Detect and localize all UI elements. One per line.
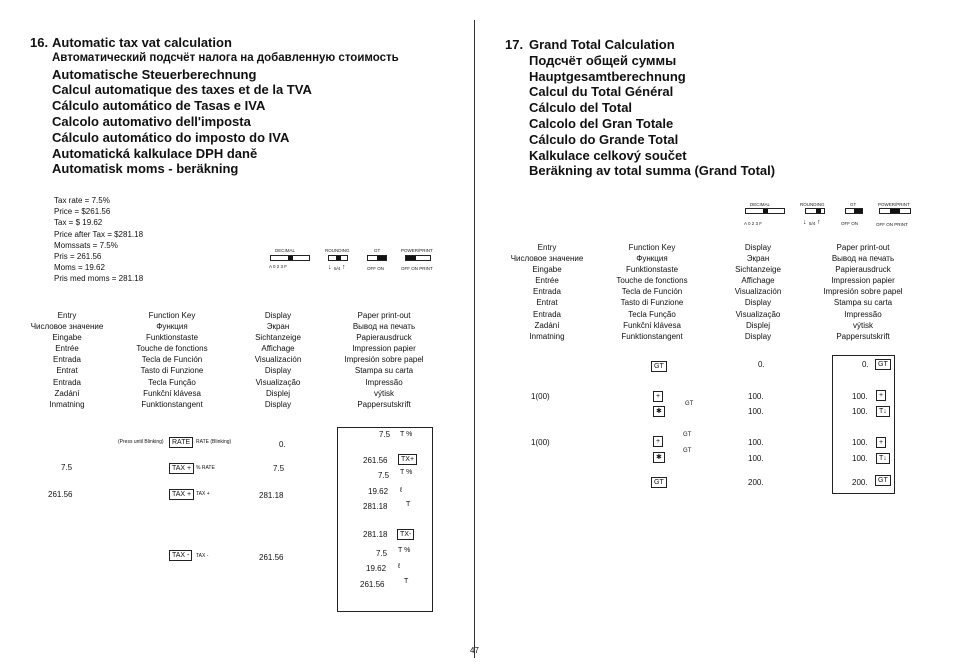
header-line: Числовое значение: [30, 322, 104, 332]
tax-minus-key[interactable]: TAX -: [169, 550, 192, 561]
display-value: 100.: [748, 438, 764, 447]
tape-value: 7.5: [376, 549, 388, 558]
header-line: Tecla de Función: [141, 355, 203, 365]
display-value: 200.: [748, 478, 764, 487]
header-line: Экран: [746, 254, 770, 264]
example-line: Pris = 261.56: [54, 252, 102, 262]
gt-switch-label: GT: [850, 202, 857, 207]
rounding-switch-label: ROUNDING: [800, 202, 825, 207]
tape-symbol-box: +: [876, 390, 886, 401]
header-line: Функция: [156, 322, 188, 332]
entry-value: 261.56: [48, 490, 73, 499]
tape-value: 100.: [852, 392, 868, 401]
tape-value: 19.62: [368, 487, 389, 496]
tape-value: 261.56: [363, 456, 388, 465]
paper-tape-right: [832, 355, 895, 494]
key-note: TAX +: [196, 491, 210, 497]
header-line: Inmatning: [529, 331, 565, 341]
header-line: Funkční klávesa: [143, 388, 201, 398]
example-line: Price after Tax = $281.18: [54, 229, 144, 239]
header-line: Stampa su carta: [833, 298, 893, 308]
example-line: Tax = $ 19.62: [54, 218, 103, 228]
header-line: Pappersutskrift: [357, 399, 411, 409]
paper-header: [813, 242, 913, 342]
key-note: RATE (Blinking): [196, 439, 232, 445]
display-value: 100.: [748, 454, 764, 463]
header-line: Eingabe: [532, 265, 562, 275]
press-note: (Press until Blinking): [118, 439, 164, 445]
key-note: TAX -: [196, 553, 209, 559]
tape-value: 261.56: [360, 580, 385, 589]
tape-value: 100.: [852, 407, 868, 416]
header-line: Papierausdruck: [835, 265, 891, 275]
header-line: Funktionstaste: [625, 265, 679, 275]
display-header: [718, 242, 798, 342]
section-17-title-1: Подсчёт общей суммы: [529, 52, 677, 68]
tape-symbol-box: T↓: [876, 453, 890, 464]
header-line: Display: [744, 298, 772, 308]
tape-symbol: ℓ: [400, 487, 403, 494]
header-line: Stampa su carta: [354, 366, 414, 376]
entry-value: 1(00): [531, 392, 550, 401]
tape-value: 200.: [852, 478, 868, 487]
header-line: Entry: [537, 243, 557, 252]
header-line: Entry: [57, 311, 77, 320]
header-line: Displej: [265, 388, 290, 398]
gt-indicator: GT: [683, 448, 692, 454]
example-line: Price = $261.56: [54, 207, 111, 217]
decimal-switch-ticks: A 0 2 3 F: [269, 264, 288, 269]
gt-switch: [367, 255, 387, 261]
total-key[interactable]: ✱: [653, 406, 665, 417]
tape-value: 19.62: [366, 564, 387, 573]
header-line: Sichtanzeige: [255, 333, 301, 343]
power-switch: [405, 255, 431, 261]
key-note: % RATE: [196, 465, 215, 471]
power-switch: [879, 208, 911, 214]
tape-symbol-box: T↓: [876, 406, 890, 417]
rounding-arrow-up-icon: ↑: [817, 219, 821, 226]
gt-switch-ticks: OFF ON: [367, 266, 384, 271]
function-key-header: [122, 310, 222, 410]
section-17-number: 17.: [505, 37, 524, 52]
plus-key[interactable]: +: [653, 436, 663, 447]
rate-key[interactable]: RATE: [169, 437, 193, 448]
header-line: Entrada: [52, 377, 82, 387]
section-17-title-3: Calcul du Total Général: [529, 84, 674, 100]
section-16-title-2: Automatische Steuerberechnung: [52, 66, 257, 82]
display-value: 0.: [758, 360, 765, 369]
decimal-switch-ticks: A 0 2 3 F: [744, 221, 763, 226]
header-line: Inmatning: [49, 399, 85, 409]
tape-symbol: T %: [400, 469, 413, 476]
rounding-switch-label: ROUNDING: [325, 248, 350, 253]
section-16-title-4: Cálculo automático de Tasas e IVA: [52, 98, 266, 114]
header-line: Entrada: [52, 355, 82, 365]
header-line: Tecla de Función: [621, 287, 683, 297]
header-line: výtisk: [374, 388, 394, 398]
header-line: Visualización: [734, 287, 782, 297]
section-17-titles: [529, 37, 775, 179]
header-line: Impression papier: [831, 276, 895, 286]
rounding-arrow-up-icon: ↑: [342, 264, 346, 271]
tape-symbol-box: +: [876, 437, 886, 448]
page-number: 47: [470, 646, 479, 655]
gt-key[interactable]: GT: [651, 361, 667, 372]
header-line: Display: [264, 366, 292, 376]
rounding-switch: [328, 255, 348, 261]
header-line: Paper print-out: [836, 243, 890, 252]
rounding-switch: [805, 208, 825, 214]
header-line: Display: [264, 399, 292, 409]
rounding-arrow-down-icon: ↓: [328, 264, 332, 271]
section-17-title-5: Calcolo del Gran Totale: [529, 115, 674, 131]
display-value: 281.18: [259, 491, 284, 500]
decimal-switch-label: DECIMAL: [750, 202, 771, 207]
tax-plus-key[interactable]: TAX +: [169, 489, 194, 500]
display-value: 100.: [748, 392, 764, 401]
header-line: Affichage: [261, 344, 295, 354]
paper-tape-left: [337, 427, 433, 612]
tax-plus-key[interactable]: TAX +: [169, 463, 194, 474]
section-16-title-3: Calcul automatique des taxes et de la TVA: [52, 82, 312, 98]
tape-value: 7.5: [379, 430, 391, 439]
section-16-title-0: Automatic tax vat calculation: [52, 35, 232, 50]
header-line: Function Key: [628, 243, 676, 252]
gt-indicator: GT: [685, 401, 694, 407]
header-line: Funktionstangent: [621, 331, 683, 341]
header-line: Impresión sobre papel: [344, 355, 424, 365]
section-17-title-7: Kalkulace celkový součet: [529, 147, 687, 163]
header-line: Visualização: [735, 309, 781, 319]
section-16-title-6: Cálculo automático do imposto do IVA: [52, 129, 290, 145]
header-line: Вывод на печать: [352, 322, 416, 332]
rounding-switch-ticks: 5/4: [334, 266, 341, 271]
tape-symbol: T %: [398, 547, 411, 554]
section-16-title-7: Automatická kalkulace DPH daně: [52, 145, 258, 161]
gt-key[interactable]: GT: [651, 477, 667, 488]
decimal-switch: [270, 255, 310, 261]
entry-header: [502, 242, 592, 342]
display-header: [238, 310, 318, 410]
section-16-titles: [52, 35, 399, 177]
display-value: 7.5: [273, 464, 285, 473]
header-line: Funkční klávesa: [623, 320, 681, 330]
tape-symbol: T: [406, 501, 411, 508]
header-line: Функция: [636, 254, 668, 264]
center-divider: [474, 20, 475, 658]
entry-value: 7.5: [61, 463, 73, 472]
header-line: Eingabe: [52, 333, 82, 343]
header-line: Tasto di Funzione: [140, 366, 204, 376]
header-line: Вывод на печать: [831, 254, 895, 264]
header-line: Funktionstangent: [141, 399, 203, 409]
header-line: Entrat: [56, 366, 78, 376]
header-line: Display: [264, 311, 292, 320]
function-key-header: [602, 242, 702, 342]
header-line: Display: [744, 243, 772, 252]
header-line: Entrée: [535, 276, 559, 286]
tape-symbol: T %: [400, 431, 413, 438]
tape-symbol: ℓ: [398, 563, 401, 570]
tape-symbol-box: GT: [875, 359, 891, 370]
header-line: Tecla Função: [148, 377, 196, 387]
tape-value: 100.: [852, 438, 868, 447]
section-17-title-4: Cálculo del Total: [529, 100, 633, 116]
header-line: Zadání: [534, 320, 560, 330]
entry-header: [22, 310, 112, 410]
tape-value: 281.18: [363, 530, 388, 539]
header-line: Tecla Função: [628, 309, 676, 319]
display-value: 100.: [748, 407, 764, 416]
header-line: Impresión sobre papel: [823, 287, 903, 297]
tape-symbol-box: TX-: [397, 529, 414, 540]
rounding-arrow-down-icon: ↓: [803, 219, 807, 226]
header-line: Visualización: [254, 355, 302, 365]
display-value: 0.: [279, 440, 286, 449]
header-line: Papierausdruck: [356, 333, 412, 343]
display-value: 261.56: [259, 553, 284, 562]
tape-value: 281.18: [363, 502, 388, 511]
section-16-title-1: Автоматический подсчёт налога на добавленную стоимость: [52, 51, 399, 64]
section-16-title-5: Calcolo automativo dell'imposta: [52, 113, 251, 129]
header-line: Affichage: [741, 276, 775, 286]
header-line: Funktionstaste: [145, 333, 199, 343]
example-block: [54, 195, 143, 285]
section-16-number: 16.: [30, 35, 49, 50]
power-switch-ticks: OFF ON PRINT: [876, 222, 908, 227]
header-line: Visualização: [255, 377, 301, 387]
section-16-title-8: Automatisk moms - beräkning: [52, 161, 239, 177]
header-line: výtisk: [853, 320, 873, 330]
header-line: Displej: [745, 320, 770, 330]
tape-value: 0.: [862, 360, 869, 369]
example-line: Tax rate = 7.5%: [54, 196, 110, 205]
header-line: Entrada: [532, 287, 562, 297]
gt-indicator: GT: [683, 432, 692, 438]
gt-switch-ticks: OFF ON: [841, 221, 858, 226]
header-line: Entrada: [532, 309, 562, 319]
section-17-title-8: Beräkning av total summa (Grand Total): [529, 163, 776, 179]
gt-switch-label: GT: [374, 248, 381, 253]
section-17-title-0: Grand Total Calculation: [529, 37, 675, 52]
tape-symbol-box: TX+: [398, 454, 417, 465]
total-key[interactable]: ✱: [653, 452, 665, 463]
header-line: Entrat: [536, 298, 558, 308]
header-line: Paper print-out: [357, 311, 411, 320]
header-line: Entrée: [55, 344, 79, 354]
header-line: Touche de fonctions: [616, 276, 688, 286]
header-line: Touche de fonctions: [136, 344, 208, 354]
header-line: Числовое значение: [510, 254, 584, 264]
section-17-title-6: Cálculo do Grande Total: [529, 131, 679, 147]
header-line: Display: [744, 331, 772, 341]
header-line: Impressão: [844, 309, 882, 319]
tape-symbol-box: GT: [875, 475, 891, 486]
header-line: Function Key: [148, 311, 196, 320]
header-line: Impression papier: [352, 344, 416, 354]
rounding-switch-ticks: 5/4: [809, 221, 816, 226]
header-line: Экран: [266, 322, 290, 332]
tape-value: 100.: [852, 454, 868, 463]
gt-switch: [845, 208, 863, 214]
tape-value: 7.5: [378, 471, 390, 480]
example-line: Momssats = 7.5%: [54, 240, 118, 250]
paper-header: [334, 310, 434, 410]
example-line: Moms = 19.62: [54, 263, 105, 273]
power-switch-ticks: OFF ON PRINT: [401, 266, 433, 271]
header-line: Zadání: [54, 388, 80, 398]
example-line: Pris med moms = 281.18: [54, 274, 144, 284]
section-17-title-2: Hauptgesamtberechnung: [529, 68, 686, 84]
tape-symbol: T: [404, 578, 409, 585]
plus-key[interactable]: +: [653, 391, 663, 402]
entry-value: 1(00): [531, 438, 550, 447]
header-line: Tasto di Funzione: [620, 298, 684, 308]
header-line: Impressão: [365, 377, 403, 387]
power-switch-label: POWER/PRINT: [878, 202, 910, 207]
decimal-switch: [745, 208, 785, 214]
header-line: Sichtanzeige: [735, 265, 781, 275]
power-switch-label: POWER/PRINT: [401, 248, 433, 253]
decimal-switch-label: DECIMAL: [275, 248, 296, 253]
header-line: Pappersutskrift: [836, 331, 890, 341]
